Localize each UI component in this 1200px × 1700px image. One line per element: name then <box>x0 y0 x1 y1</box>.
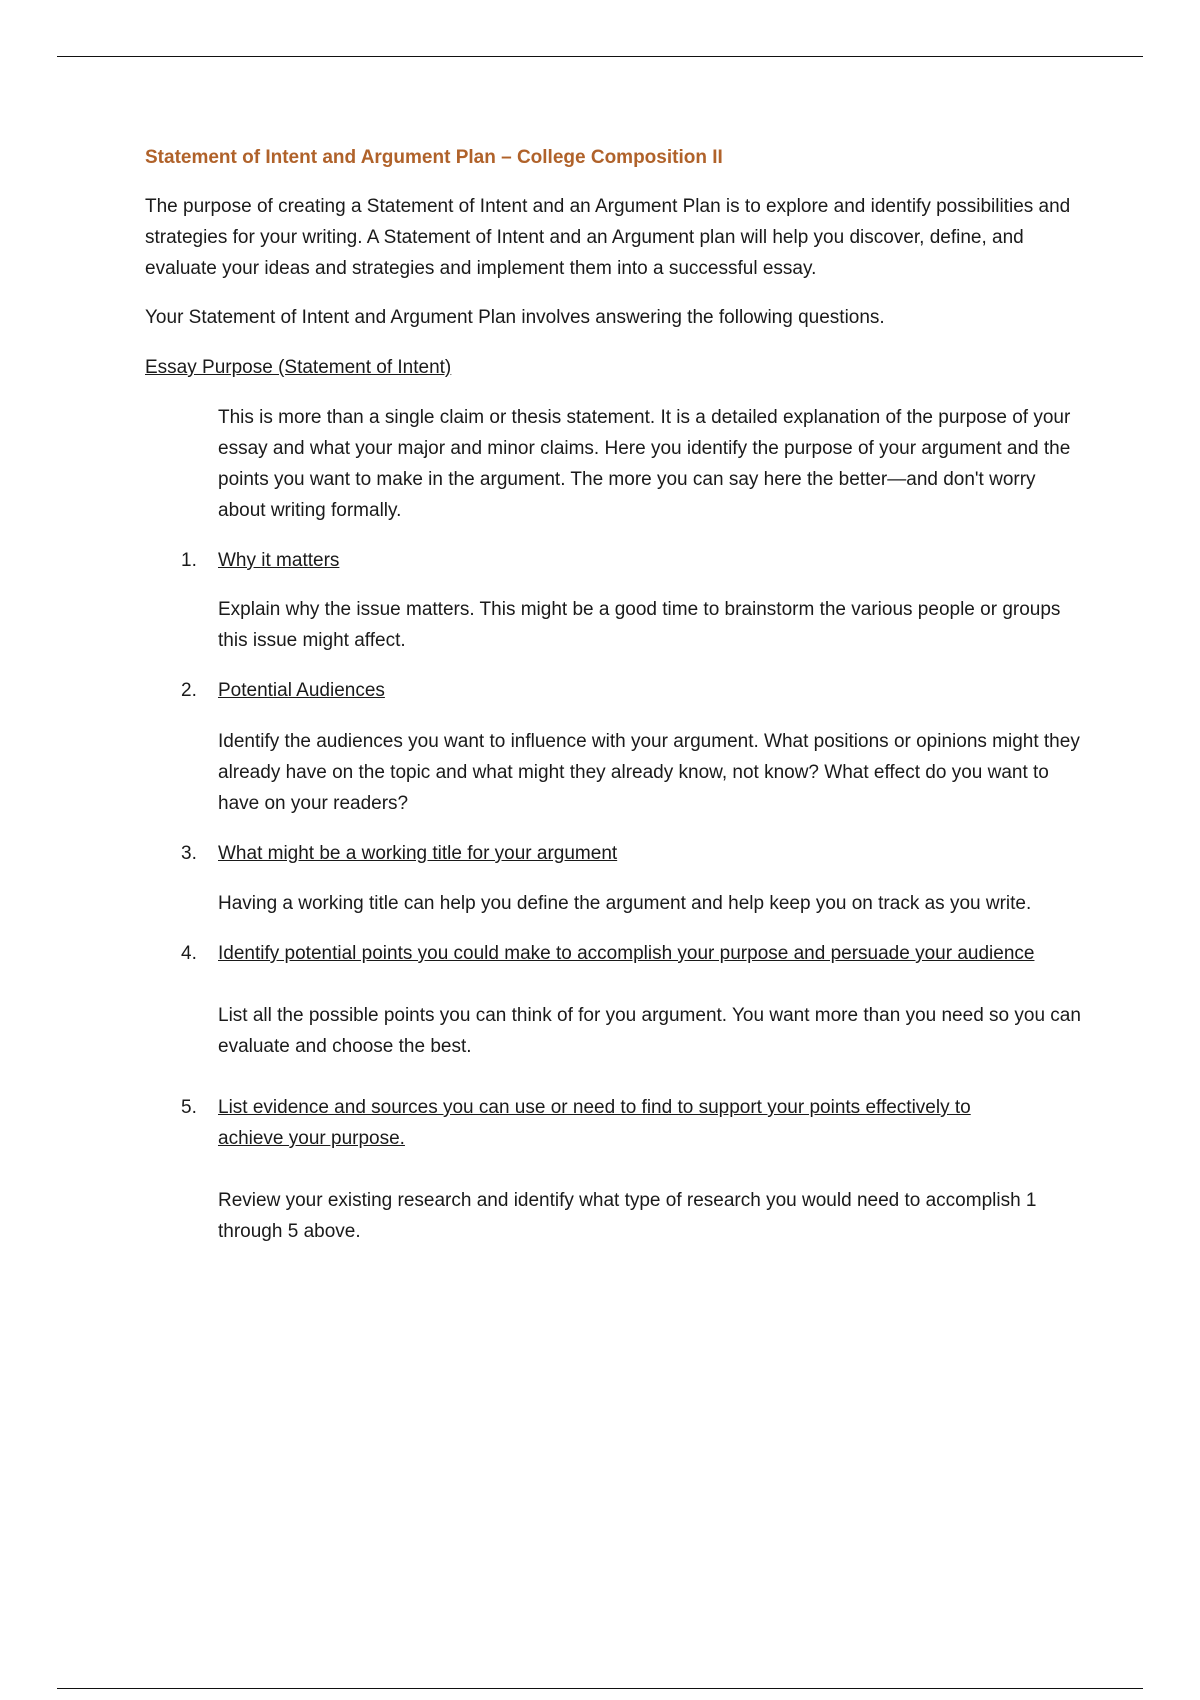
question-number: 1. <box>181 550 197 571</box>
footer-rule <box>57 1688 1143 1689</box>
question-item <box>145 545 1095 656</box>
question-item <box>145 838 1095 919</box>
question-title: List evidence and sources you can use or need to find to support your points effectively to achieve your purpose. <box>218 1097 971 1149</box>
question-item <box>145 1092 1095 1247</box>
question-description: Explain why the issue matters. This might be a good time to brainstorm the various people or groups this issue might affect. <box>218 599 1061 651</box>
question-title: Identify potential points you could make to accomplish your purpose and persuade your audience <box>218 943 1035 964</box>
question-description: List all the possible points you can think of for you argument. You want more than you need so you can evaluate and choose the best. <box>218 1005 1081 1057</box>
question-title: Why it matters <box>218 550 340 571</box>
intro-paragraph: The purpose of creating a Statement of Intent and an Argument Plan is to explore and identify possibilities and strategies for your writing. A Statement of Intent and an Argument plan will help you discover, define, and evaluate your ideas and strategies and implement them into a successful essay. <box>145 196 1071 279</box>
question-description: Review your existing research and identify what type of research you would need to accomplish 1 through 5 above. <box>218 1190 1037 1242</box>
question-number: 4. <box>181 943 197 964</box>
question-number: 5. <box>181 1097 197 1118</box>
question-list <box>145 545 1095 1247</box>
question-title: What might be a working title for your argument <box>218 843 618 864</box>
section-description: This is more than a single claim or thesis statement. It is a detailed explanation of the purpose of your essay and what your major and minor claims. Here you identify the purpose of your argument and the points you want to make in the argument. The more you can say here the better—and don't worry about writing formally. <box>218 407 1071 521</box>
section-heading: Essay Purpose (Statement of Intent) <box>145 357 452 378</box>
lead-paragraph: Your Statement of Intent and Argument Plan involves answering the following questions. <box>145 307 885 328</box>
question-description: Having a working title can help you define the argument and help keep you on track as you write. <box>218 893 1032 914</box>
question-number: 3. <box>181 843 197 864</box>
document-title: Statement of Intent and Argument Plan – College Composition II <box>145 147 723 168</box>
question-description: Identify the audiences you want to influence with your argument. What positions or opinions might they already have on the topic and what might they already know, not know? What effect do you want to have on your readers? <box>218 731 1080 814</box>
question-number: 2. <box>181 680 197 701</box>
question-item <box>145 675 1095 819</box>
header-rule <box>57 56 1143 57</box>
document-body <box>145 142 1095 1247</box>
question-title: Potential Audiences <box>218 680 385 701</box>
question-item <box>145 938 1095 1062</box>
